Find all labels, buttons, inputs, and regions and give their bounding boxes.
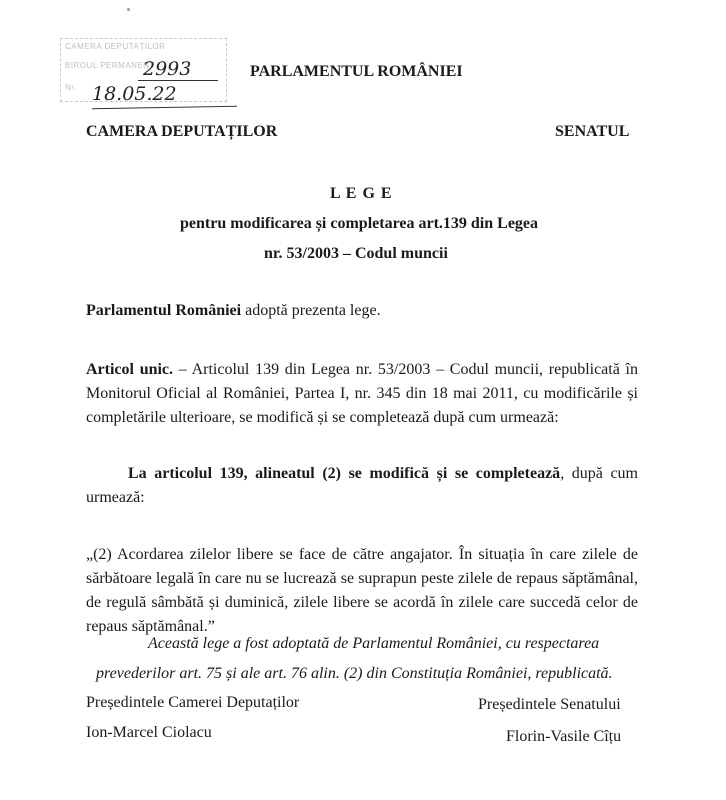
stamp-underline-date [92, 106, 237, 110]
signature-right-role: Președintele Senatului [478, 696, 621, 713]
registration-number: 2993 [143, 58, 192, 80]
senate-heading: SENATUL [555, 123, 630, 140]
signature-right-name: Florin-Vasile Cîțu [506, 728, 622, 745]
stamp-line-1: CAMERA DEPUTAȚILOR [65, 42, 166, 51]
signature-left-role: Președintele Camerei Deputaților [86, 694, 300, 711]
law-subtitle-line-2: nr. 53/2003 – Codul muncii [264, 245, 448, 262]
signature-left-name: Ion-Marcel Ciolacu [86, 724, 212, 741]
chamber-deputies-heading: CAMERA DEPUTAȚILOR [86, 123, 278, 140]
adoption-text: adoptă prezenta lege. [241, 302, 381, 319]
closing-line-1: Această lege a fost adoptată de Parlamentul României, cu respectarea [148, 635, 600, 652]
amendment-label: La articolul 139, alineatul (2) se modifică și se completează [128, 465, 561, 482]
amended-text-paragraph [86, 543, 638, 639]
registration-date: 18.05.22 [92, 83, 177, 105]
scan-speck [127, 8, 130, 11]
law-subtitle-line-1: pentru modificarea și completarea art.139 din Legea [180, 215, 539, 232]
adoption-subject: Parlamentul României [86, 302, 242, 319]
stamp-line-3: Nr. [65, 83, 77, 92]
amended-text: „(2) Acordarea zilelor libere se face de către angajator. În situația în care zilele de sărbătoare legală în care nu se lucrează se suprapun peste zilele de repaus săptămânal, de regulă sâmbătă și duminică, zilele libere se acordă în zilele care succedă celor de repaus săptămânal.” [86, 546, 638, 635]
article-label: Articol unic. [86, 361, 174, 378]
amendment-paragraph [86, 462, 638, 510]
closing-line-2: prevederilor art. 75 și ale art. 76 alin. (2) din Constituția României, republicată. [96, 665, 613, 682]
stamp-line-2: BIROUL PERMANENT [65, 61, 155, 70]
parliament-title: PARLAMENTUL ROMÂNIEI [250, 63, 463, 80]
amendment-text: , după cum urmează: [86, 465, 639, 506]
article-text: – Articolul 139 din Legea nr. 53/2003 – Codul muncii, republicată în Monitorul Oficial al României, Partea I, nr. 345 din 18 mai 2011, cu modificările și completările ulterioare, se modifică și se completează după cum urmează: [86, 361, 638, 426]
article-paragraph [86, 358, 638, 430]
law-title: L E G E [330, 185, 393, 202]
stamp-underline-number [138, 80, 218, 81]
adoption-paragraph [86, 299, 638, 323]
